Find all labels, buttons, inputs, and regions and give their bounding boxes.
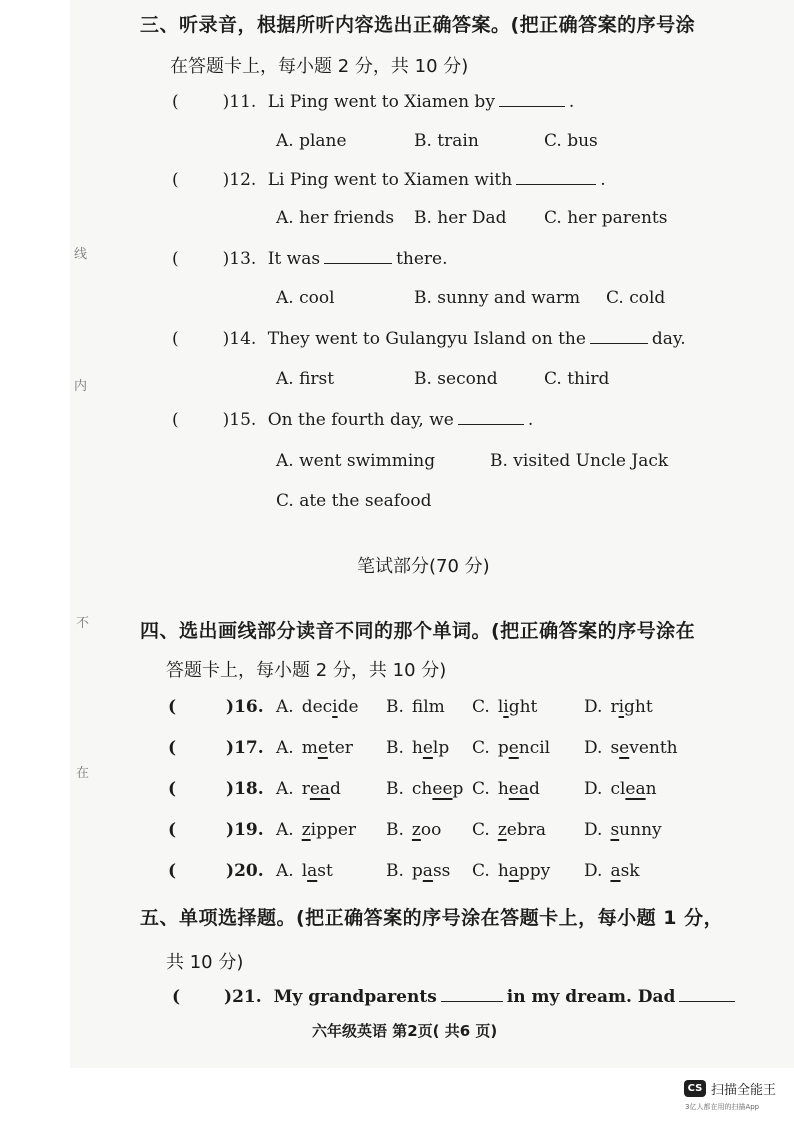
q16-option-c[interactable]: C. light	[472, 697, 538, 717]
q18-option-a[interactable]: A. read	[276, 779, 341, 799]
underlined-letters: ee	[432, 779, 453, 799]
q20-option-d[interactable]: D. ask	[584, 861, 640, 881]
q17-option-a[interactable]: A. meter	[276, 738, 353, 758]
underlined-letters: e	[422, 738, 433, 758]
underlined-letters: z	[497, 820, 507, 840]
underlined-letters: e	[619, 738, 630, 758]
underlined-letters: a	[307, 861, 318, 881]
q12-option-b[interactable]: B. her Dad	[414, 208, 507, 228]
q19-option-a[interactable]: A. zipper	[276, 820, 357, 840]
binding-mark: 内	[74, 379, 88, 394]
section3-heading-cont: 在答题卡上，每小题 2 分，共 10 分)	[170, 56, 469, 77]
q12-option-c[interactable]: C. her parents	[544, 208, 668, 228]
q16-option-a[interactable]: A. decide	[276, 697, 359, 717]
q19-option-d[interactable]: D. sunny	[584, 820, 662, 840]
q14-option-b[interactable]: B. second	[414, 369, 498, 389]
question-19: ( )19.	[168, 820, 264, 840]
q17-option-c[interactable]: C. pencil	[472, 738, 551, 758]
section5-heading-cont: 共 10 分)	[166, 952, 244, 973]
question-15: ( )15. On the fourth day, we .	[172, 410, 534, 430]
underlined-letters: ea	[508, 779, 529, 799]
q14-option-c[interactable]: C. third	[544, 369, 610, 389]
underlined-letters: s	[610, 820, 620, 840]
question-18: ( )18.	[168, 779, 264, 799]
q11-option-c[interactable]: C. bus	[544, 131, 598, 151]
q18-option-b[interactable]: B. cheep	[386, 779, 464, 799]
q18-option-d[interactable]: D. clean	[584, 779, 657, 799]
question-21: ( )21. My grandparents in my dream. Dad	[172, 987, 739, 1007]
underlined-letters: i	[618, 697, 625, 717]
underlined-letters: z	[301, 820, 311, 840]
written-part-title: 笔试部分(70 分)	[357, 556, 490, 577]
question-20: ( )20.	[168, 861, 264, 881]
binding-mark: 不	[76, 616, 90, 631]
section4-heading-cont: 答题卡上，每小题 2 分，共 10 分)	[166, 660, 447, 681]
underlined-letters: ea	[309, 779, 331, 799]
q13-option-a[interactable]: A. cool	[276, 288, 335, 308]
q15-option-c[interactable]: C. ate the seafood	[276, 491, 432, 511]
q20-option-a[interactable]: A. last	[276, 861, 333, 881]
q18-option-c[interactable]: C. head	[472, 779, 540, 799]
question-16: ( )16.	[168, 697, 264, 717]
q15-option-a[interactable]: A. went swimming	[276, 451, 436, 471]
underlined-letters: a	[422, 861, 433, 881]
q13-option-b[interactable]: B. sunny and warm	[414, 288, 581, 308]
question-17: ( )17.	[168, 738, 264, 758]
underlined-letters: a	[508, 861, 519, 881]
underlined-letters: a	[610, 861, 621, 881]
underlined-letters: ea	[625, 779, 646, 799]
q12-option-a[interactable]: A. her friends	[276, 208, 395, 228]
q15-option-b[interactable]: B. visited Uncle Jack	[490, 451, 669, 471]
question-13: ( )13. It was there.	[172, 249, 448, 269]
question-12: ( )12. Li Ping went to Xiamen with .	[172, 170, 606, 190]
q14-option-a[interactable]: A. first	[276, 369, 335, 389]
camscanner-logo-icon: CS	[684, 1080, 706, 1097]
q17-option-b[interactable]: B. help	[386, 738, 450, 758]
underlined-letters: i	[503, 697, 509, 717]
q16-option-d[interactable]: D. right	[584, 697, 653, 717]
q11-option-a[interactable]: A. plane	[276, 131, 347, 151]
section3-heading: 三、听录音，根据所听内容选出正确答案。(把正确答案的序号涂	[140, 14, 696, 36]
q19-option-b[interactable]: B. zoo	[386, 820, 442, 840]
question-11: ( )11. Li Ping went to Xiamen by .	[172, 92, 575, 112]
page-footer: 六年级英语 第2页( 共6 页)	[312, 1022, 498, 1040]
q16-option-b[interactable]: B. flm	[386, 697, 445, 717]
q19-option-c[interactable]: C. zebra	[472, 820, 546, 840]
q11-option-b[interactable]: B. train	[414, 131, 479, 151]
q20-option-b[interactable]: B. pass	[386, 861, 451, 881]
binding-mark: 线	[74, 247, 88, 262]
underlined-letters: z	[411, 820, 421, 840]
underlined-letters: i	[332, 697, 338, 717]
scanner-app-tagline: 3亿人都在用的扫描App	[685, 1103, 760, 1111]
q17-option-d[interactable]: D. seventh	[584, 738, 678, 758]
binding-mark: 在	[76, 766, 90, 781]
section4-heading: 四、选出画线部分读音不同的那个单词。(把正确答案的序号涂在	[140, 620, 696, 642]
question-14: ( )14. They went to Gulangyu Island on the day.	[172, 329, 686, 349]
q20-option-c[interactable]: C. happy	[472, 861, 551, 881]
scanner-app-name: 扫描全能王	[711, 1083, 777, 1098]
q13-option-c[interactable]: C. cold	[606, 288, 666, 308]
section5-heading: 五、单项选择题。(把正确答案的序号涂在答题卡上，每小题 1 分，	[140, 907, 724, 929]
underlined-letters: e	[508, 738, 519, 758]
underlined-letters: e	[317, 738, 328, 758]
